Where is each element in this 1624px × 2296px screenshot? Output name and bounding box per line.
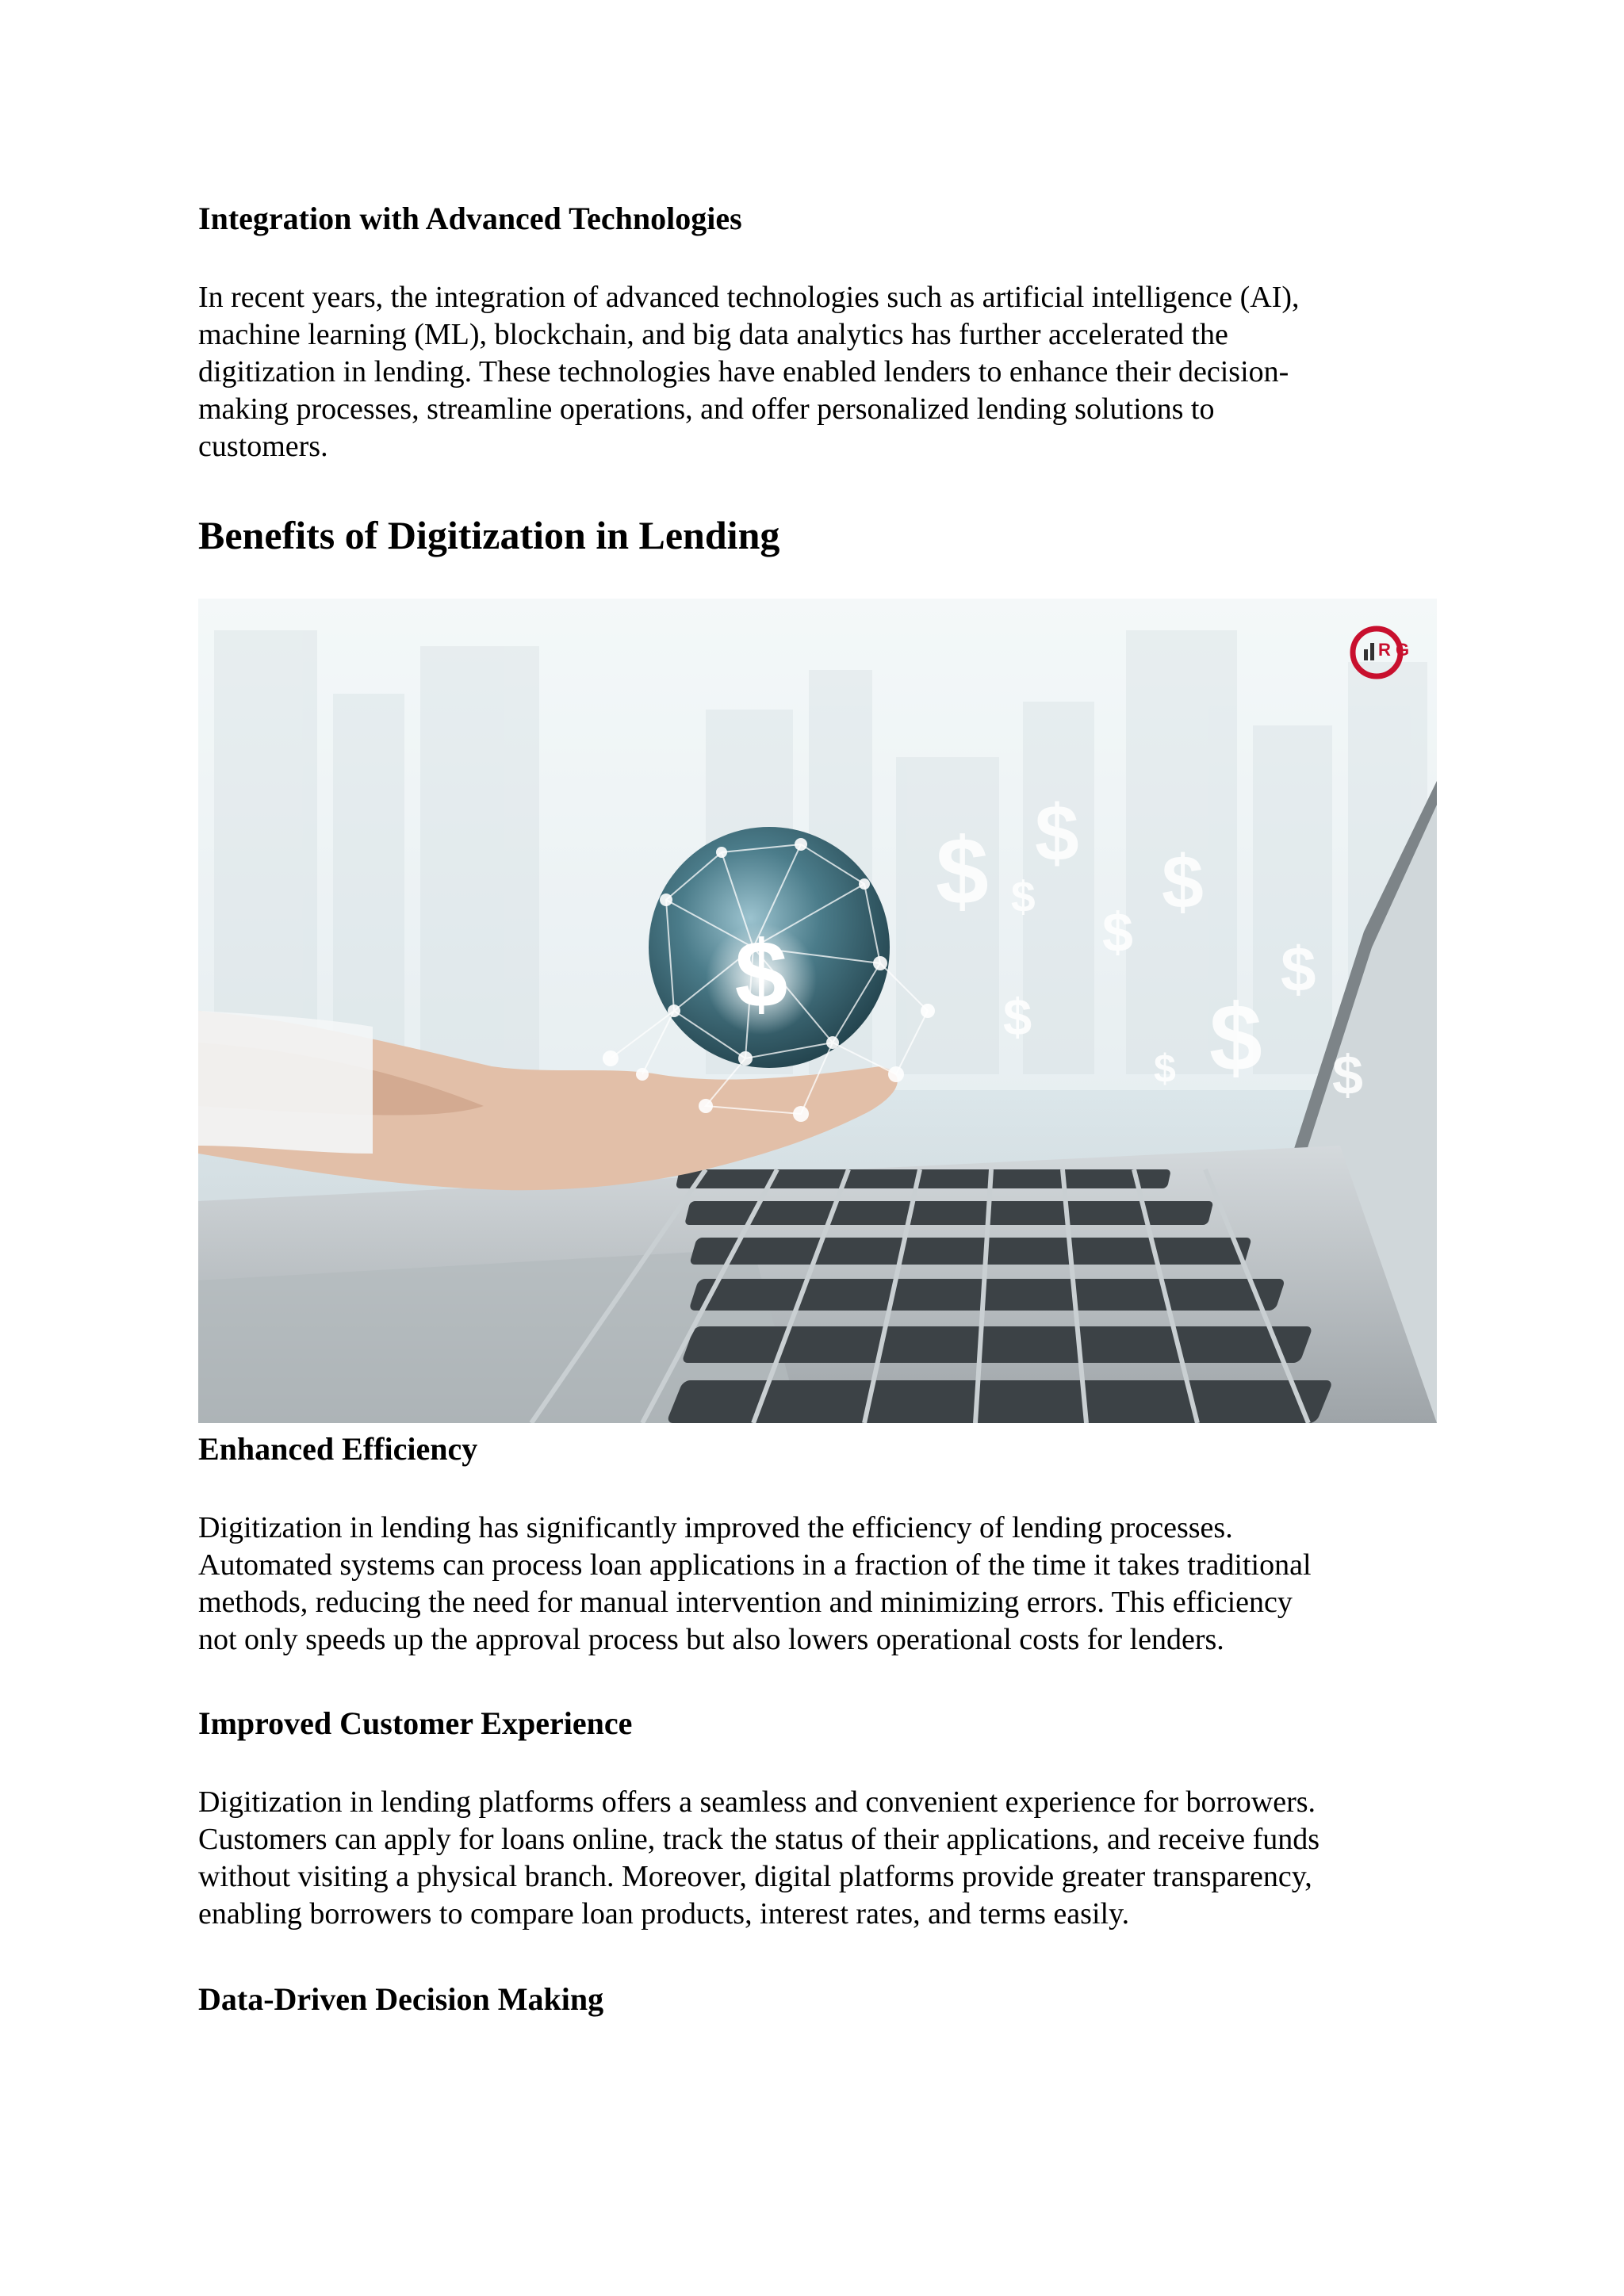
line: In recent years, the integration of advanced technologies such as artificial intelligence (AI), [198,281,1300,314]
heading-efficiency: Enhanced Efficiency [198,1431,478,1467]
heading-integration: Integration with Advanced Technologies [198,201,742,236]
dollar-icon: $ [1281,934,1316,1004]
hero-image [198,599,1437,1423]
dollar-icon: $ [1209,985,1262,1091]
heading-customer-experience: Improved Customer Experience [198,1705,633,1741]
dollar-icon: $ [1154,1047,1176,1091]
dollar-icon: $ [1003,988,1032,1046]
line: making processes, streamline operations, and offer personalized lending solutions to [198,392,1215,426]
line: without visiting a physical branch. Moreover, digital platforms provide greater transparency, [198,1860,1312,1893]
heading-data-driven: Data-Driven Decision Making [198,1981,604,2017]
line: Digitization in lending platforms offers a seamless and convenient experience for borrowers. [198,1785,1316,1819]
line: Automated systems can process loan applications in a fraction of the time it takes traditional [198,1548,1312,1582]
line: machine learning (ML), blockchain, and big data analytics has further accelerated the [198,318,1228,351]
dollar-icon: $ [936,818,989,924]
line: customers. [198,430,328,463]
dollar-icon: $ [1011,872,1036,921]
line: enabling borrowers to compare loan products, interest rates, and terms easily. [198,1897,1130,1931]
logo-text: R G [1378,640,1410,660]
line: digitization in lending. These technologies have enabled lenders to enhance their decision- [198,355,1289,388]
heading-benefits: Benefits of Digitization in Lending [198,513,780,557]
hero-illustration [198,599,1437,1423]
paragraph-efficiency [198,1510,1443,1659]
dollar-icon: $ [1162,840,1204,924]
dollar-icon: $ [1332,1044,1363,1106]
paragraph-customer-experience [198,1784,1443,1933]
dollar-icon: $ [1035,789,1079,878]
line: not only speeds up the approval process but also lowers operational costs for lenders. [198,1623,1224,1656]
dollar-icon: $ [734,921,788,1027]
dollar-icon: $ [1102,901,1133,963]
line: Digitization in lending has significantly improved the efficiency of lending processes. [198,1511,1233,1544]
paragraph-integration [198,279,1443,465]
line: methods, reducing the need for manual intervention and minimizing errors. This efficiency [198,1586,1293,1619]
line: Customers can apply for loans online, track the status of their applications, and receive funds [198,1823,1320,1856]
